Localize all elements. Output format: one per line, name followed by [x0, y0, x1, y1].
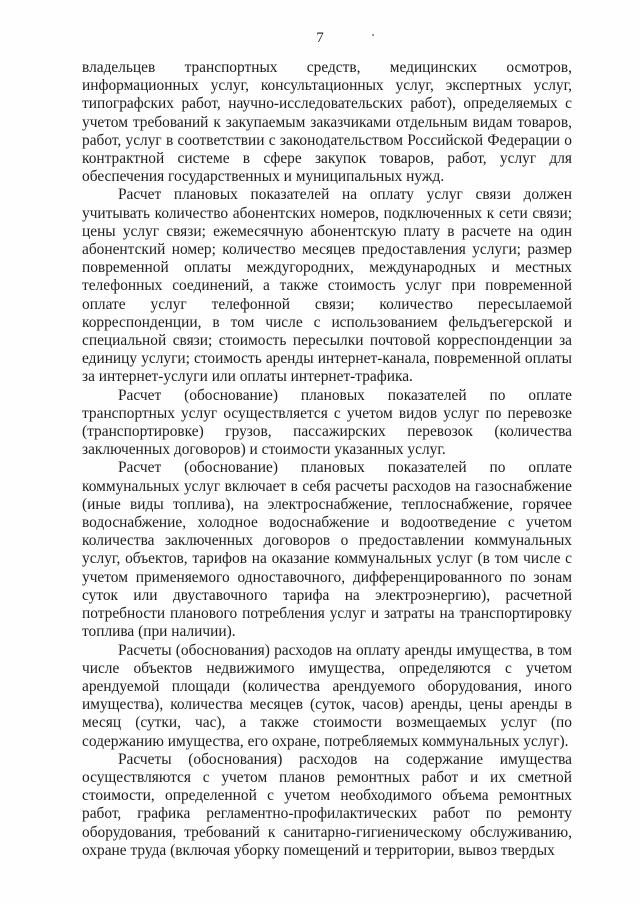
paragraph-property-maintenance: Расчеты (обоснования) расходов на содержание имущества осуществляются с учетом планов ремонтных работ и их сметной стоимости, определенной с учетом необходимого объема ремонтных работ, графика регламентно-профилактических работ по ремонту оборудования, требований к санитарно-гигиеническому обслуживанию, охране труда (включая уборку помещений и территории, вывоз твердых [82, 750, 572, 859]
page-number: 7 [316, 30, 324, 46]
paragraph-transport-services: Расчет (обоснование) плановых показателей по оплате транспортных услуг осуществляется с учетом видов услуг по перевозке (транспортировке) грузов, пассажирских перевозок (количества заключенных договоров) и стоимости указанных услуг. [82, 386, 572, 459]
paragraph-utility-services: Расчет (обоснование) плановых показателей по оплате коммунальных услуг включает в себя расчеты расходов на газоснабжение (иные виды топлива), на электроснабжение, теплоснабжение, горячее водоснабжение, холодное водоснабжение и водоотведение с учетом количества заключенных договоров о предоставлении коммунальных услуг, объектов, тарифов на оказание коммунальных услуг (в том числе с учетом применяемого одноставочного, дифференцированного по зонам суток или двуставочного тарифа на электроэнергию), расчетной потребности планового потребления услуг и затраты на транспортировку топлива (при наличии). [82, 459, 572, 641]
paragraph-continuation: владельцев транспортных средств, медицинских осмотров, информационных услуг, консультационных услуг, экспертных услуг, типографских работ, научно-исследовательских работ), определяемых с учетом требований к закупаемым заказчиками отдельным видам товаров, работ, услуг в соответствии с законодательством Российской Федерации о контрактной системе в сфере закупок товаров, работ, услуг для обеспечения государственных и муниципальных нужд. [82, 59, 572, 186]
paragraph-communication-services: Расчет плановых показателей на оплату услуг связи должен учитывать количество абонентских номеров, подключенных к сети связи; цены услуг связи; ежемесячную абонентскую плату в расчете на один абонентский номер; количество месяцев предоставления услуги; размер повременной оплаты междугородних, международных и местных телефонных соединений, а также стоимость услуг при повременной оплате услуг телефонной связи; количество пересылаемой корреспонденции, в том числе с использованием фельдъегерской и специальной связи; стоимость пересылки почтовой корреспонденции за единицу услуги; стоимость аренды интернет-канала, повременной оплаты за интернет-услуги или оплаты интернет-трафика. [82, 186, 572, 386]
scan-dot-mark [372, 34, 374, 36]
body-text [82, 59, 572, 860]
paragraph-property-rent: Расчеты (обоснования) расходов на оплату аренды имущества, в том числе объектов недвижимого имущества, определяются с учетом арендуемой площади (количества арендуемого оборудования, иного имущества), количества месяцев (суток, часов) аренды, цены аренды в месяц (сутки, час), а также стоимости возмещаемых услуг (по содержанию имущества, его охране, потребляемых коммунальных услуг). [82, 641, 572, 750]
